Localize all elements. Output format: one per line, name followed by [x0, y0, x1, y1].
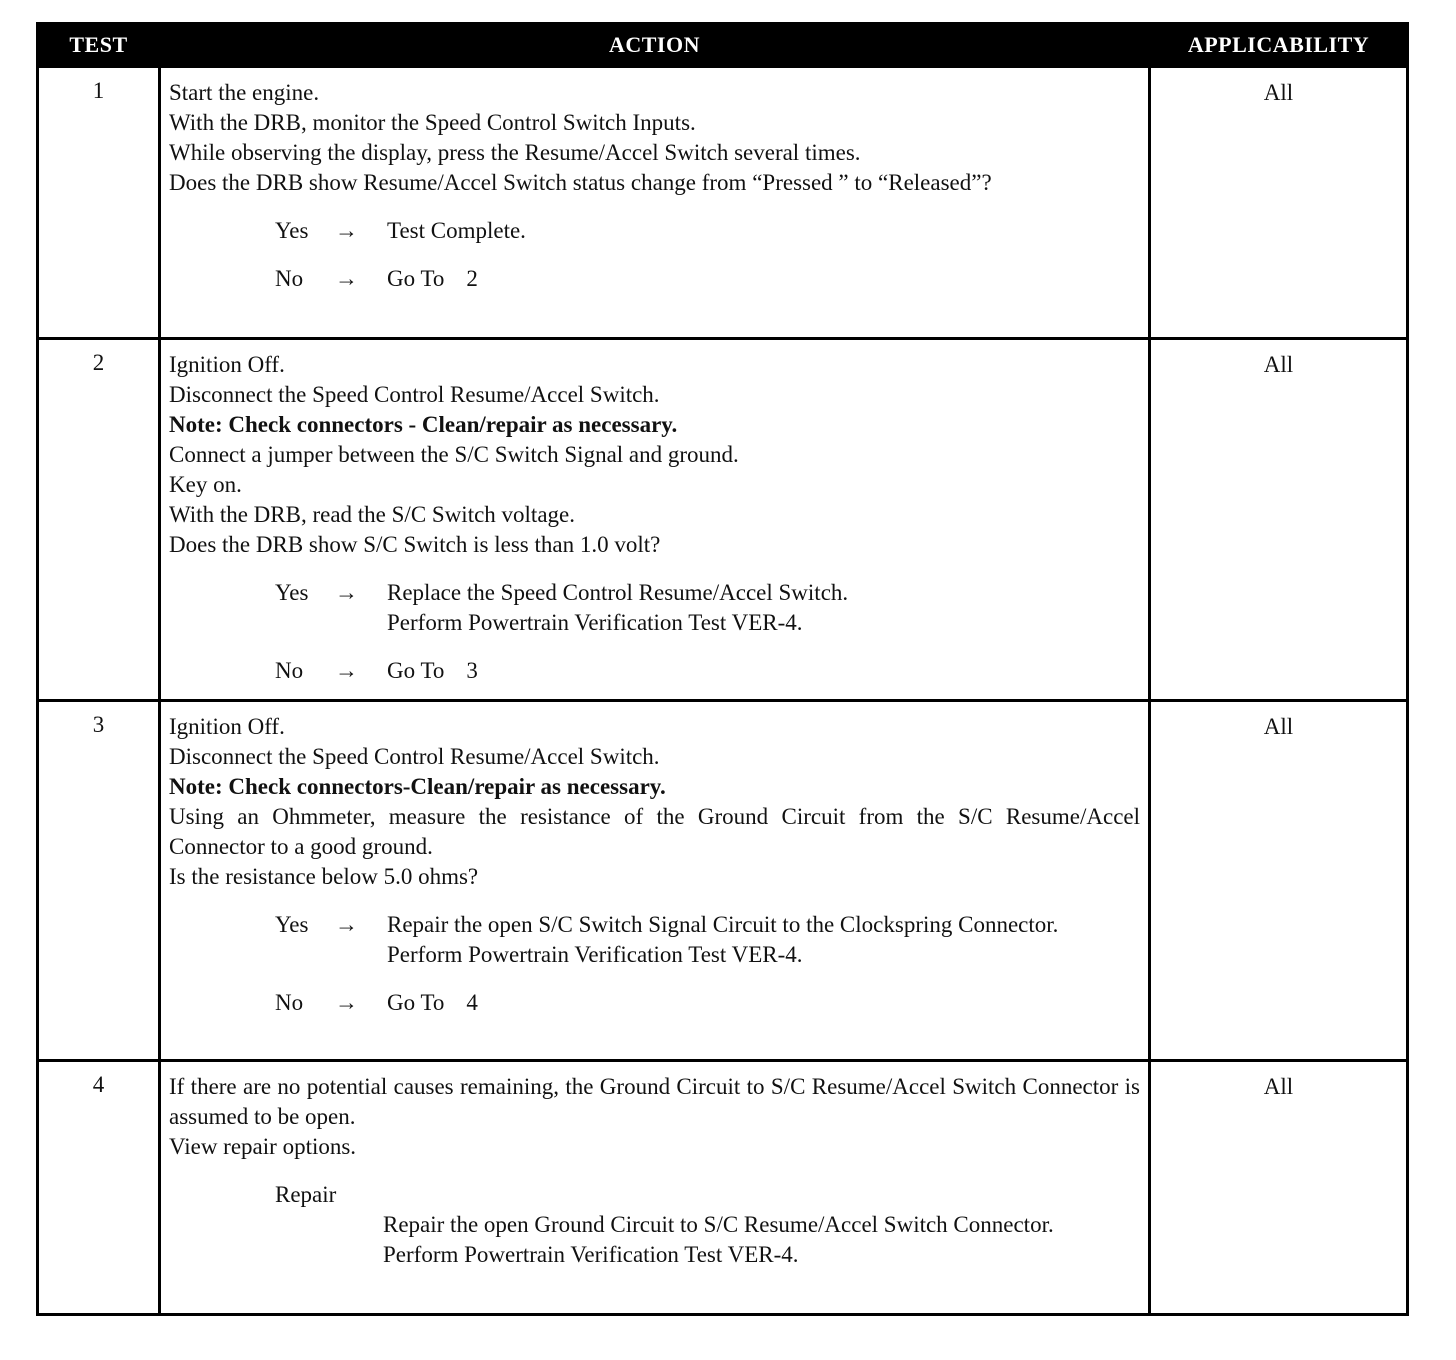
no-result: [275, 656, 1140, 686]
yes-text: [387, 578, 1140, 638]
goto-number: 2: [466, 266, 478, 291]
action-line: Ignition Off.: [169, 352, 285, 377]
yes-label: Yes: [275, 580, 309, 605]
yes-text-line: Perform Powertrain Verification Test VER-4.: [387, 610, 803, 635]
table-row: [38, 339, 1408, 701]
arrow-icon: →: [335, 990, 358, 1015]
action-line: With the DRB, read the S/C Switch voltage.: [169, 502, 575, 527]
arrow-icon: →: [335, 266, 358, 291]
goto-text: Go To: [387, 658, 445, 683]
action-line: Does the DRB show S/C Switch is less than 1.0 volt?: [169, 532, 661, 557]
yes-result: [275, 910, 1140, 970]
action-cell: [160, 339, 1150, 701]
header-applicability: APPLICABILITY: [1150, 24, 1408, 67]
note-line: Note: Check connectors-Clean/repair as necessary.: [169, 774, 666, 799]
repair-text: Perform Powertrain Verification Test VER-4.: [383, 1242, 799, 1267]
action-line: Connect a jumper between the S/C Switch Signal and ground.: [169, 442, 739, 467]
action-cell: [160, 1061, 1150, 1315]
yes-result: [275, 216, 1140, 246]
no-text: [387, 988, 1140, 1018]
no-text: [387, 656, 1140, 686]
yes-text-line: Perform Powertrain Verification Test VER-4.: [387, 942, 803, 967]
action-line: Disconnect the Speed Control Resume/Accel Switch.: [169, 382, 660, 407]
no-label: No: [275, 658, 304, 683]
repair-text: Repair the open Ground Circuit to S/C Resume/Accel Switch Connector.: [383, 1212, 1054, 1237]
arrow-icon: →: [335, 218, 358, 243]
note-line: Note: Check connectors - Clean/repair as necessary.: [169, 412, 678, 437]
header-test: TEST: [38, 24, 160, 67]
arrow-icon: →: [335, 580, 358, 605]
action-cell: [160, 701, 1150, 1061]
action-line: With the DRB, monitor the Speed Control Switch Inputs.: [169, 110, 696, 135]
table-row: [38, 1061, 1408, 1315]
diagnostic-test-table: [36, 22, 1409, 1316]
yes-result: [275, 578, 1140, 638]
yes-label: Yes: [275, 218, 309, 243]
no-result: [275, 264, 1140, 294]
action-line: Key on.: [169, 472, 242, 497]
applicability-value: All: [1150, 339, 1408, 701]
action-line: Ignition Off.: [169, 714, 285, 739]
action-cell: [160, 67, 1150, 339]
table-header-row: [38, 24, 1408, 67]
no-result: [275, 988, 1140, 1018]
action-line: Does the DRB show Resume/Accel Switch status change from “Pressed ” to “Released”?: [169, 170, 992, 195]
action-line: Disconnect the Speed Control Resume/Accel Switch.: [169, 744, 660, 769]
no-text: [387, 264, 1140, 294]
table-row: [38, 67, 1408, 339]
applicability-value: All: [1150, 1061, 1408, 1315]
test-number: 1: [38, 67, 160, 339]
goto-text: Go To: [387, 990, 445, 1015]
repair-label: Repair: [275, 1182, 337, 1207]
test-number: 3: [38, 701, 160, 1061]
table-row: [38, 701, 1408, 1061]
goto-text: Go To: [387, 266, 445, 291]
no-label: No: [275, 990, 304, 1015]
applicability-value: All: [1150, 701, 1408, 1061]
action-line: Using an Ohmmeter, measure the resistance of the Ground Circuit from the S/C Resume/Accel Connector to a good ground.: [169, 804, 1140, 859]
no-label: No: [275, 266, 304, 291]
yes-text: [387, 910, 1140, 970]
arrow-icon: →: [335, 912, 358, 937]
applicability-value: All: [1150, 67, 1408, 339]
yes-text-line: Repair the open S/C Switch Signal Circuit to the Clockspring Connector.: [387, 912, 1059, 937]
action-line: View repair options.: [169, 1134, 357, 1159]
yes-text: Test Complete.: [387, 218, 526, 243]
header-action: ACTION: [160, 24, 1150, 67]
action-line: Start the engine.: [169, 80, 320, 105]
action-line: Is the resistance below 5.0 ohms?: [169, 864, 479, 889]
action-line: While observing the display, press the Resume/Accel Switch several times.: [169, 140, 861, 165]
goto-number: 3: [466, 658, 478, 683]
action-line: If there are no potential causes remaining, the Ground Circuit to S/C Resume/Accel Switch Connector is assumed to be open.: [169, 1074, 1140, 1129]
goto-number: 4: [466, 990, 478, 1015]
arrow-icon: →: [335, 658, 358, 683]
yes-text-line: Replace the Speed Control Resume/Accel Switch.: [387, 580, 849, 605]
yes-label: Yes: [275, 912, 309, 937]
test-number: 4: [38, 1061, 160, 1315]
test-number: 2: [38, 339, 160, 701]
